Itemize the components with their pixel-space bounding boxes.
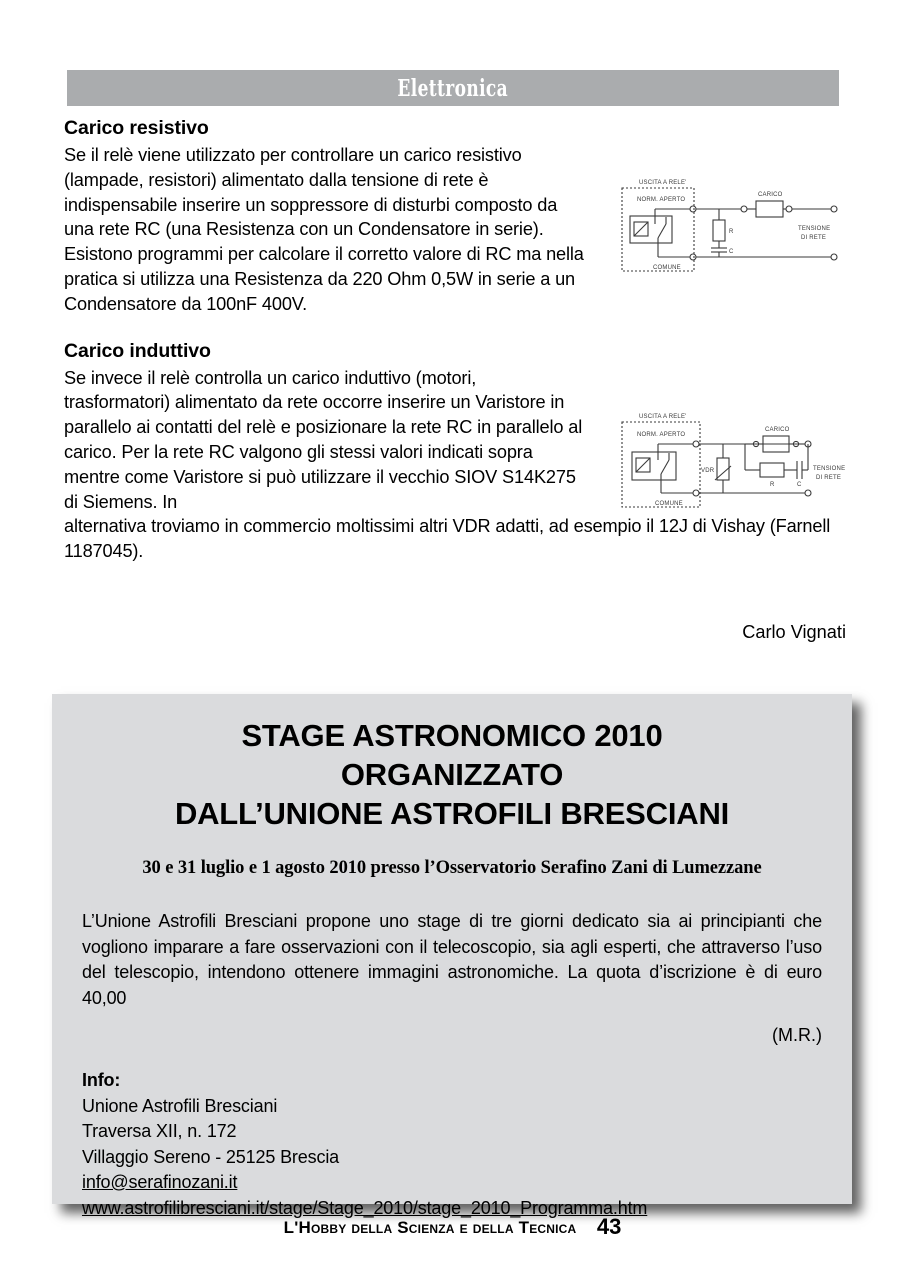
- figure2-label-mains-2: DI RETE: [816, 475, 842, 481]
- ad-title-line-2: ORGANIZZATO: [340, 757, 564, 792]
- ad-title-line-1: STAGE ASTRONOMICO 2010: [241, 718, 663, 753]
- paragraph-carico-induttivo: Se invece il relè controlla un carico induttivo (motori, trasformatori) alimentato da rete occorre inserire un Varistore in parallelo ai contatti del relè e posizionare la rete RC in parallelo al carico. Per la rete RC valgono gli stessi valori indicati sopra mentre come Varistore si può utilizzare il vecchio SIOV S14K275 di Siemens. In: [64, 367, 583, 512]
- ad-info-organization: Unione Astrofili Bresciani: [82, 1095, 278, 1116]
- figure2-label-mains-1: TENSIONE: [813, 466, 846, 472]
- ad-info-block: [82, 1068, 836, 1221]
- figure2-label-load: CARICO: [765, 427, 790, 433]
- ad-info-label: Info:: [82, 1070, 121, 1090]
- figure1-label-resistor: R: [729, 229, 734, 235]
- ad-info-website-link[interactable]: www.astrofilibresciani.it/stage/Stage_2010/stage_2010_Programma.htm: [82, 1197, 648, 1218]
- section-header-title: Elettronica: [397, 74, 509, 102]
- figure2-label-varistor: VDR: [701, 468, 715, 474]
- footer-page-number: 43: [596, 1214, 622, 1239]
- advertisement-box: [52, 694, 852, 1218]
- figure1-label-load: CARICO: [758, 192, 783, 198]
- figure1-label-common: COMUNE: [653, 265, 681, 271]
- page-footer: [0, 1214, 905, 1240]
- ad-info-email-link[interactable]: info@serafinozani.it: [82, 1172, 238, 1192]
- ad-body-text: L’Unione Astrofili Bresciani propone uno stage di tre giorni dedicato sia ai principianti che vogliono imparare a fare osservazioni con il telecoscopio, sia agli esperti, che attraverso l’uso del telescopio, intendono ottenere immagini astronomiche. La quota d’iscrizione è di euro 40,00: [82, 911, 822, 1008]
- figure2-label-common: COMUNE: [655, 501, 683, 507]
- figure1-label-mains-2: DI RETE: [801, 235, 827, 241]
- figure2-label-normally-open: NORM. APERTO: [637, 432, 686, 438]
- circuit-diagram-resistive-load: [617, 168, 849, 285]
- figure1-label-mains-1: TENSIONE: [798, 226, 831, 232]
- figure2-label-resistor: R: [770, 482, 775, 488]
- paragraph-carico-induttivo-continued: alternativa troviamo in commercio moltissimi altri VDR adatti, ad esempio il 12J di Vishay (Farnell 1187045).: [64, 516, 831, 562]
- ad-info-street: Traversa XII, n. 172: [82, 1121, 237, 1141]
- figure1-label-relay-output: USCITA A RELE': [639, 180, 687, 186]
- paragraph-carico-resistivo: Se il relè viene utilizzato per controllare un carico resistivo (lampade, resistori) alimentato dalla tensione di rete è indispensabile inserire un soppressore di disturbi composto da una rete RC (una Resistenza con un Condensatore in serie). Esistono programmi per calcolare il corretto valore di RC ma nella pratica si utilizza una Resistenza da 220 Ohm 0,5W in serie a un Condensatore da 100nF 400V.: [64, 145, 584, 314]
- ad-credit: (M.R.): [772, 1025, 822, 1045]
- heading-carico-resistivo: Carico resistivo: [64, 117, 209, 139]
- figure2-label-capacitor: C: [797, 482, 802, 488]
- footer-magazine-name: L'Hobby della Scienza e della Tecnica: [283, 1218, 577, 1237]
- ad-title-line-3: DALL’UNIONE ASTROFILI BRESCIANI: [174, 796, 730, 831]
- heading-carico-induttivo: Carico induttivo: [64, 339, 211, 362]
- ad-subtitle: 30 e 31 luglio e 1 agosto 2010 presso l’Osservatorio Serafino Zani di Lumezzane: [142, 858, 762, 878]
- article-author: Carlo Vignati: [742, 622, 846, 642]
- figure1-label-normally-open: NORM. APERTO: [637, 197, 686, 203]
- figure2-label-relay-output: USCITA A RELE': [639, 414, 687, 420]
- ad-info-city: Villaggio Sereno - 25125 Brescia: [82, 1146, 340, 1167]
- figure1-label-capacitor: C: [729, 249, 734, 255]
- section-header-bar: [67, 70, 839, 106]
- circuit-diagram-inductive-load: [617, 400, 855, 523]
